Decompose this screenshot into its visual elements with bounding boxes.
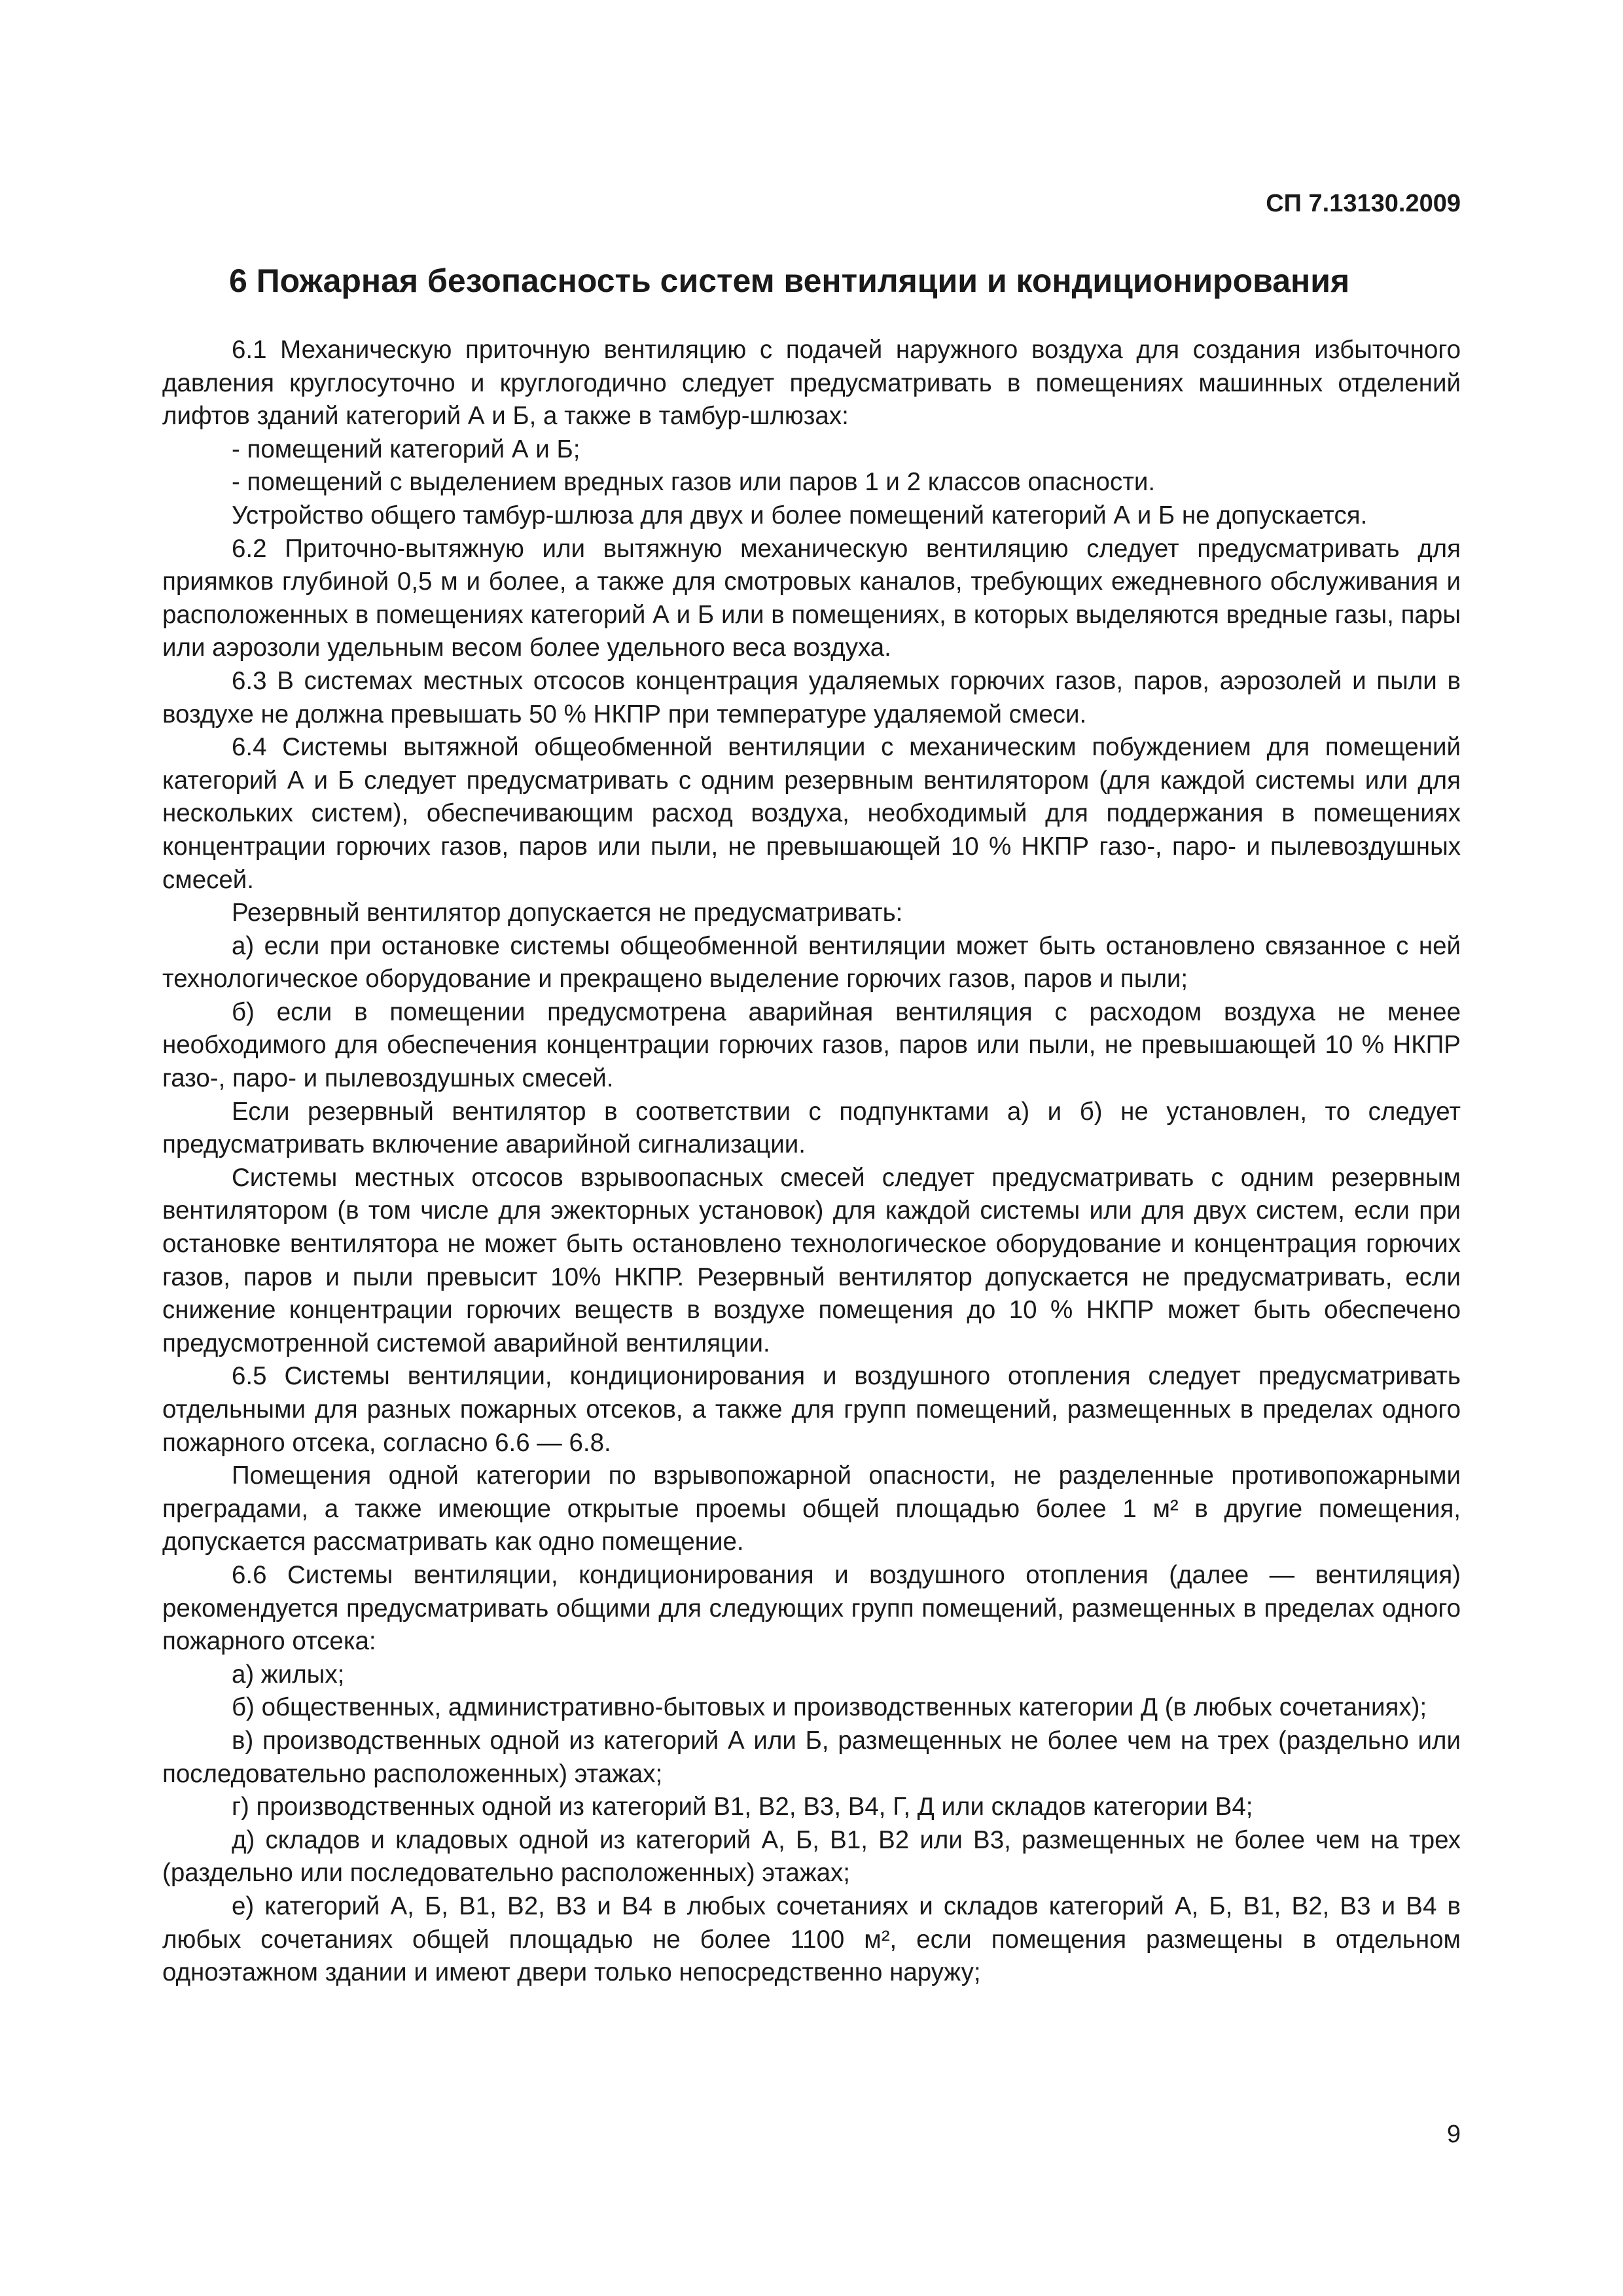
list-item: д) складов и кладовых одной из категорий А, Б, В1, В2 или В3, размещенных не более чем на трех (раздельно или последовательно расположенных) этажах; — [162, 1825, 1461, 1888]
list-item: - помещений категорий А и Б; — [232, 435, 580, 463]
paragraph: Системы местных отсосов взрывоопасных смесей следует предусматривать с одним резервным вентилятором (в том числе для эжекторных установок) для каждой системы или для двух систем, если при остановке вентилятора не может быть остановлено технологическое оборудование и концентрация горючих газов, паров и пыли превысит 10% НКПР. Резервный вентилятор допускается не предусматривать, если снижение концентрации горючих веществ в воздухе помещения до 10 % НКПР может быть обеспечено предусмотренной системой аварийной вентиляции. — [162, 1163, 1461, 1357]
paragraph-6-5: 6.5 Системы вентиляции, кондиционирования и воздушного отопления следует предусматривать отдельными для разных пожарных отсеков, а также для групп помещений, размещенных в пределах одного пожарного отсека, согласно 6.6 — 6.8. — [162, 1362, 1461, 1457]
list-item: б) общественных, административно-бытовых и производственных категории Д (в любых сочетаниях); — [232, 1693, 1427, 1722]
page-number: 9 — [1446, 2121, 1461, 2148]
paragraph-6-2: 6.2 Приточно-вытяжную или вытяжную механическую вентиляцию следует предусматривать для приямков глубиной 0,5 м и более, а также для смотровых каналов, требующих ежедневного обслуживания и расположенных в помещениях категорий А и Б или в помещениях, в которых выделяются вредные газы, пары или аэрозоли удельным весом более удельного веса воздуха. — [162, 534, 1461, 662]
paragraph: Резервный вентилятор допускается не предусматривать: — [232, 899, 903, 927]
section-title: 6 Пожарная безопасность систем вентиляции и кондиционирования — [229, 262, 1350, 299]
paragraph-6-3: 6.3 В системах местных отсосов концентрация удаляемых горючих газов, паров, аэрозолей и пыли в воздухе не должна превышать 50 % НКПР при температуре удаляемой смеси. — [162, 666, 1461, 728]
paragraph: Если резервный вентилятор в соответствии с подпунктами а) и б) не установлен, то следует предусматривать включение аварийной сигнализации. — [162, 1097, 1461, 1159]
paragraph: Устройство общего тамбур-шлюза для двух и более помещений категорий А и Б не допускается. — [232, 501, 1368, 529]
list-item: г) производственных одной из категорий В1, В2, В3, В4, Г, Д или складов категории В4; — [232, 1793, 1253, 1821]
paragraph: Помещения одной категории по взрывопожарной опасности, не разделенные противопожарными преградами, а также имеющие открытые проемы общей площадью более 1 м² в другие помещения, допускается рассматривать как одно помещение. — [162, 1462, 1461, 1556]
paragraph-6-6: 6.6 Системы вентиляции, кондиционирования и воздушного отопления (далее — вентиляция) рекомендуется предусматривать общими для следующих групп помещений, размещенных в пределах одного пожарного отсека: — [162, 1560, 1461, 1656]
paragraph-6-4: 6.4 Системы вытяжной общеобменной вентиляции с механическим побуждением для помещений категорий А и Б следует предусматривать с одним резервным вентилятором (для каждой системы или для нескольких систем), обеспечивающим расход воздуха, необходимый для поддержания в помещениях концентрации горючих газов, паров или пыли, не превышающей 10 % НКПР газо-, паро- и пылевоздушных смесей. — [162, 733, 1461, 894]
section-body — [162, 334, 1461, 1990]
list-item: е) категорий А, Б, В1, В2, В3 и В4 в любых сочетаниях и складов категорий А, Б, В1, В2, В3 и В4 в любых сочетаниях общей площадью не более 1100 м², если помещения размещены в отдельном одноэтажном здании и имеют двери только непосредственно наружу; — [162, 1892, 1461, 1987]
list-item: в) производственных одной из категорий А или Б, размещенных не более чем на трех (раздельно или последовательно расположенных) этажах; — [162, 1726, 1461, 1788]
paragraph-6-1: 6.1 Механическую приточную вентиляцию с подачей наружного воздуха для создания избыточного давления круглосуточно и круглогодично следует предусматривать в помещениях машинных отделений лифтов зданий категорий А и Б, а также в тамбур-шлюзах: — [162, 336, 1461, 431]
document-code: СП 7.13130.2009 — [1266, 190, 1461, 217]
list-item: б) если в помещении предусмотрена аварийная вентиляция с расходом воздуха не менее необходимого для обеспечения концентрации горючих газов, паров или пыли, не превышающей 10 % НКПР газо-, паро- и пылевоздушных смесей. — [162, 997, 1461, 1093]
list-item: - помещений с выделением вредных газов или паров 1 и 2 классов опасности. — [232, 468, 1156, 497]
list-item: а) если при остановке системы общеобменной вентиляции может быть остановлено связанное с ней технологическое оборудование и прекращено выделение горючих газов, паров и пыли; — [162, 931, 1461, 994]
list-item: а) жилых; — [232, 1660, 345, 1689]
